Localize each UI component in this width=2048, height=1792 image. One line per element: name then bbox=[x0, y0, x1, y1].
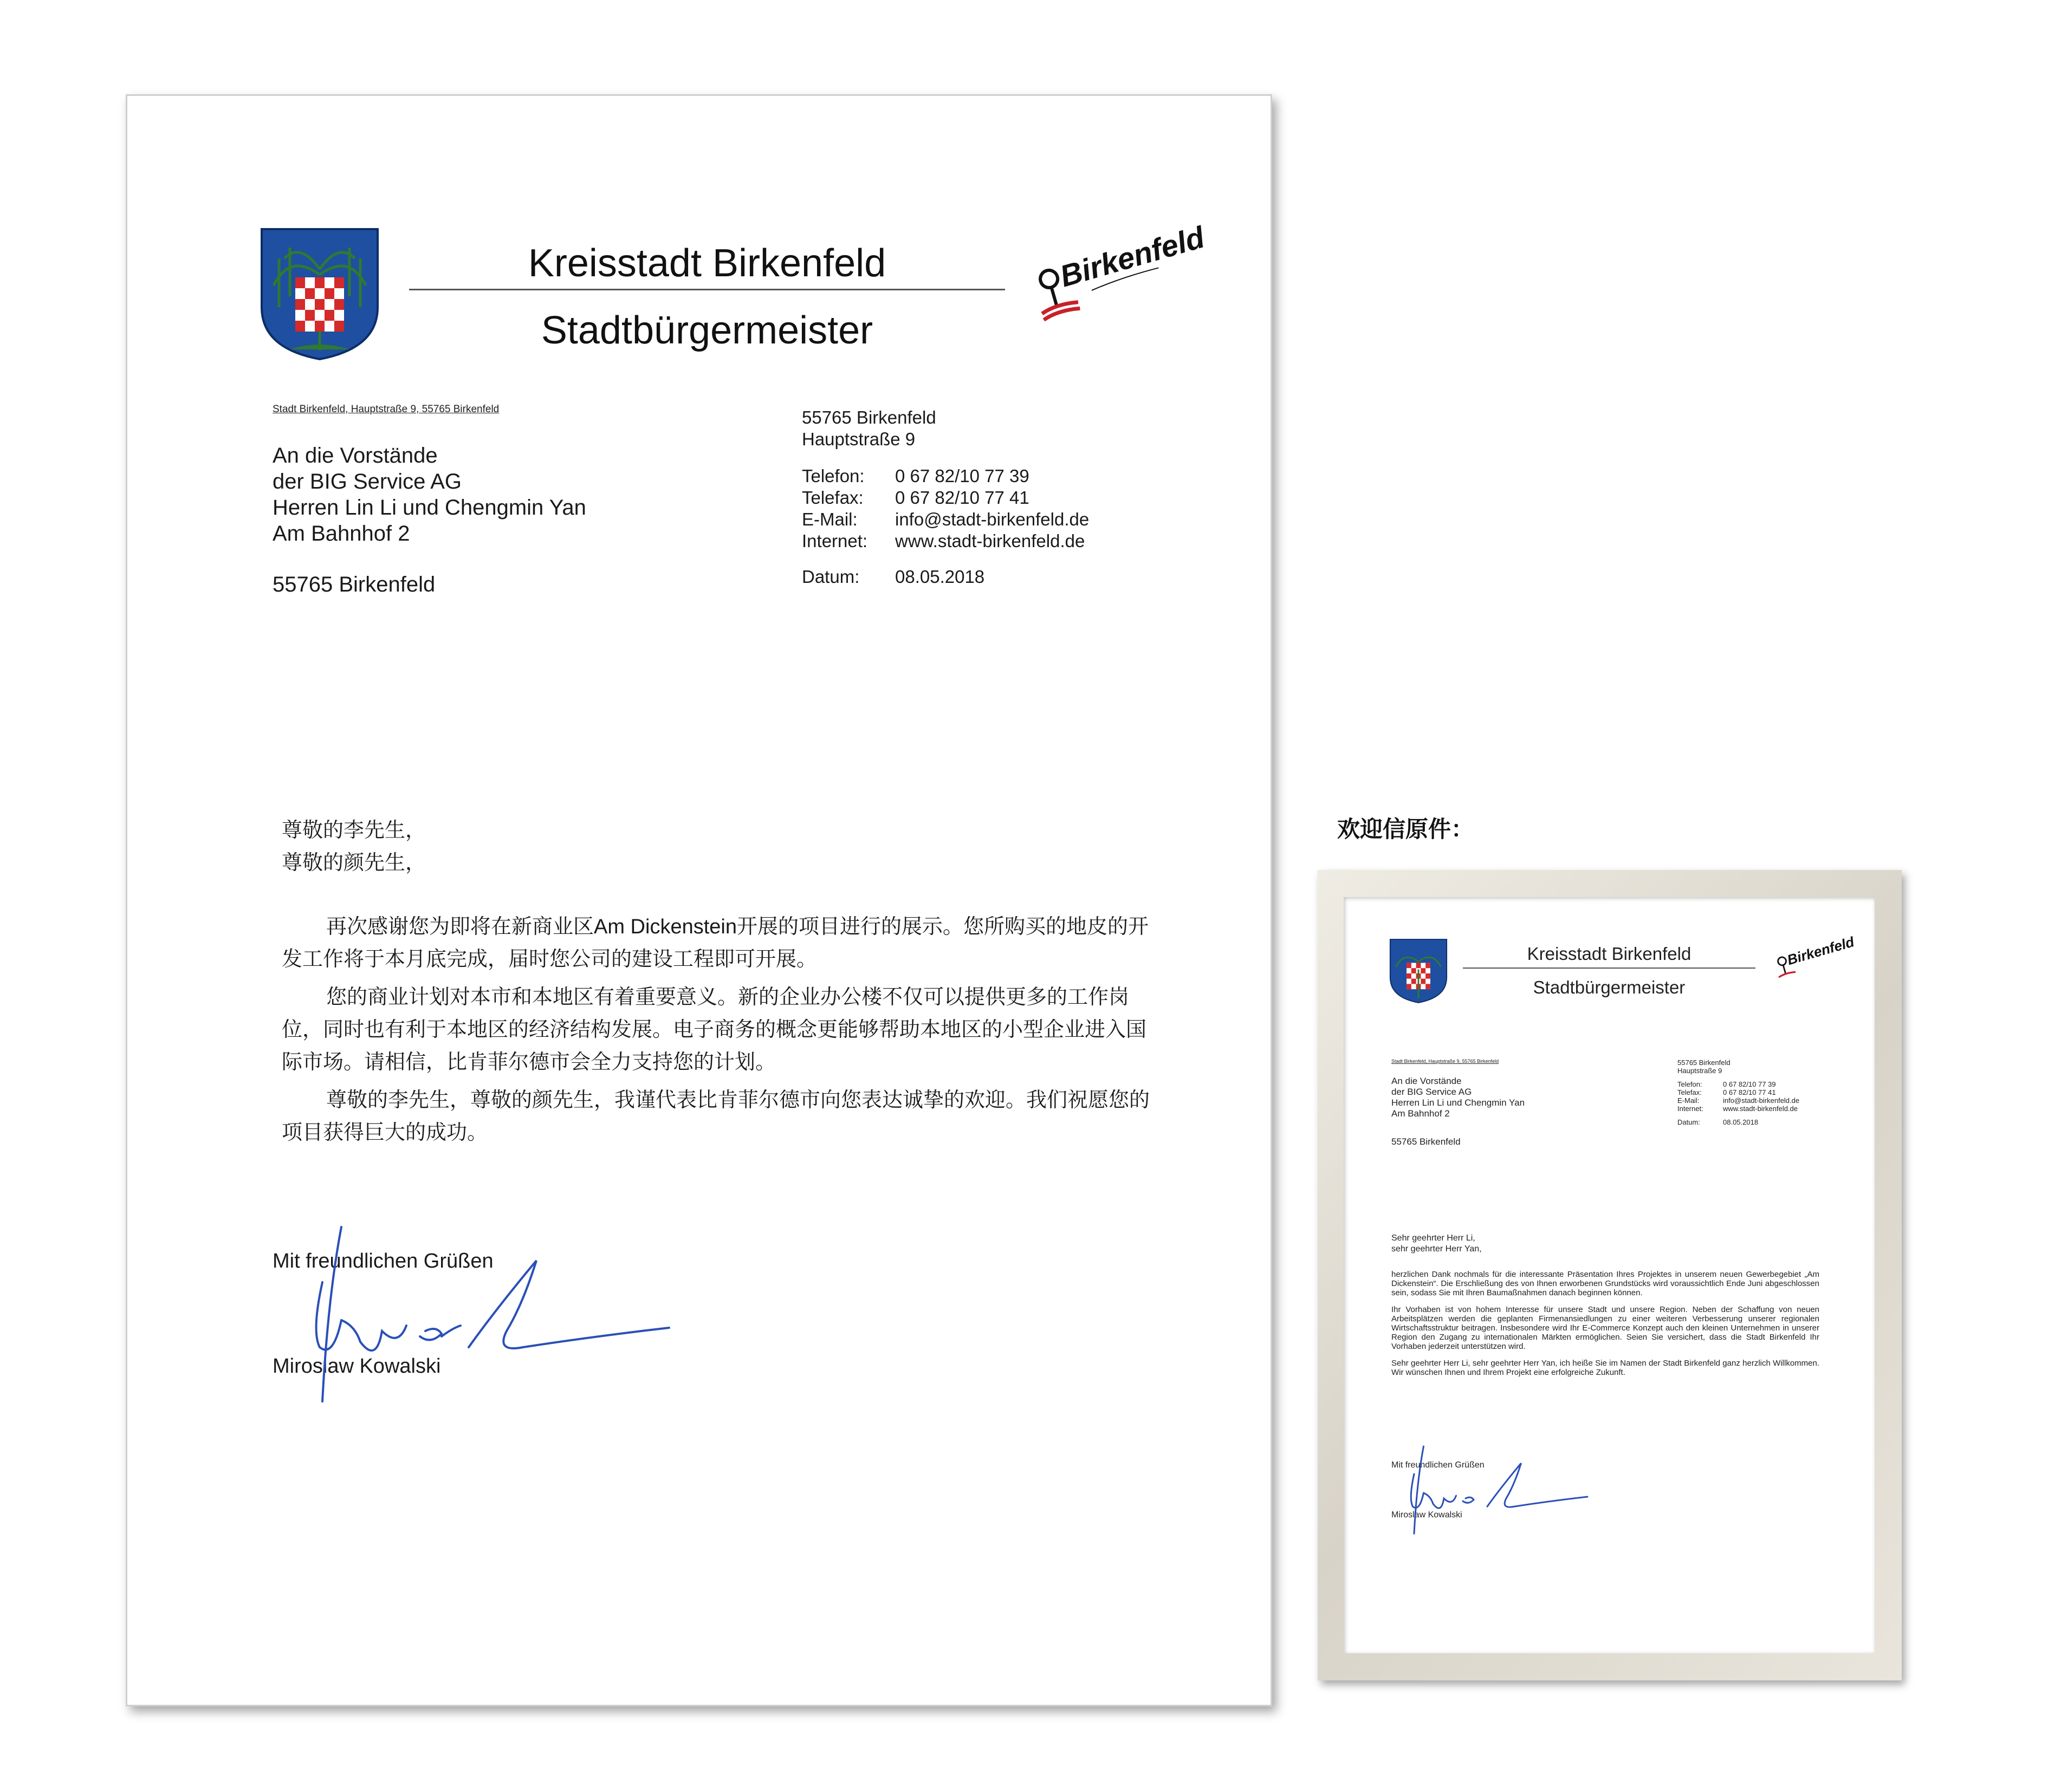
coat-of-arms-icon bbox=[257, 226, 382, 361]
contact-value: 0 67 82/10 77 41 bbox=[895, 488, 1029, 508]
svg-text:Birkenfeld: Birkenfeld bbox=[1056, 219, 1208, 294]
letter-body bbox=[282, 911, 1154, 1154]
sender-line: Stadt Birkenfeld, Hauptstraße 9, 55765 Birkenfeld bbox=[1391, 1059, 1499, 1064]
sender-info-block bbox=[802, 407, 1089, 588]
greeting-line: sehr geehrter Herr Yan, bbox=[1391, 1244, 1482, 1254]
recipient-city: 55765 Birkenfeld bbox=[273, 573, 436, 596]
greeting-line: Sehr geehrter Herr Li, bbox=[1391, 1233, 1475, 1243]
contact-row-phone bbox=[802, 465, 1089, 487]
contact-label: E-Mail: bbox=[802, 509, 858, 529]
date-label: Datum: bbox=[1677, 1118, 1700, 1126]
date-label: Datum: bbox=[802, 567, 860, 587]
recipient-line: Am Bahnhof 2 bbox=[273, 522, 410, 546]
contact-value: info@stadt-birkenfeld.de bbox=[1723, 1096, 1800, 1105]
contact-label: Internet: bbox=[802, 531, 868, 551]
signature-icon bbox=[1398, 1444, 1593, 1553]
sender-info-block bbox=[1677, 1059, 1799, 1126]
coat-of-arms-icon bbox=[1388, 937, 1449, 1004]
contact-label: E-Mail: bbox=[1677, 1096, 1700, 1105]
contact-value: www.stadt-birkenfeld.de bbox=[895, 531, 1085, 551]
closing: Mit freundlichen Grüßen bbox=[273, 1250, 494, 1272]
contact-row-internet bbox=[1677, 1105, 1799, 1113]
recipient-address bbox=[273, 443, 586, 547]
contact-row-fax bbox=[1677, 1088, 1799, 1096]
translated-letter bbox=[126, 94, 1272, 1706]
contact-row-fax bbox=[802, 487, 1089, 509]
recipient-address bbox=[1391, 1076, 1525, 1119]
contact-label: Internet: bbox=[1677, 1105, 1703, 1113]
letter-body bbox=[1391, 1270, 1819, 1385]
recipient-line: Herren Lin Li und Chengmin Yan bbox=[273, 496, 586, 520]
recipient-line: Am Bahnhof 2 bbox=[1391, 1108, 1450, 1119]
date-row bbox=[802, 566, 1089, 588]
birkenfeld-logo bbox=[1772, 933, 1856, 978]
date-value: 08.05.2018 bbox=[895, 567, 985, 587]
recipient-line: der BIG Service AG bbox=[273, 470, 462, 494]
birkenfeld-logo bbox=[1027, 219, 1208, 313]
contact-row-email bbox=[802, 509, 1089, 530]
header-divider bbox=[1463, 968, 1755, 969]
contact-row-internet bbox=[802, 530, 1089, 552]
body-paragraph: 再次感谢您为即将在新商业区Am Dickenstein开展的项目进行的展示。您所购买的地皮的开发工作将于本月底完成，届时您公司的建设工程即可开展。 bbox=[282, 916, 1149, 971]
recipient-line: der BIG Service AG bbox=[1391, 1087, 1472, 1097]
contact-value: 0 67 82/10 77 39 bbox=[1723, 1080, 1776, 1088]
contact-value: 0 67 82/10 77 41 bbox=[1723, 1088, 1776, 1096]
recipient-line: An die Vorstände bbox=[1391, 1076, 1462, 1086]
body-paragraph: herzlichen Dank nochmals für die interessante Präsentation Ihres Projektes in unserem neuen Gewerbegebiet „Am Dickenstein“. Die Erschließung des von Ihnen erworbenen Grundstücks wird voraussichtlich Ende Juni abgeschlossen sein, sodass Sie mit Ihren Baumaßnahmen danach beginnen können. bbox=[1391, 1270, 1819, 1297]
date-value: 08.05.2018 bbox=[1723, 1118, 1759, 1126]
header-divider bbox=[409, 289, 1005, 290]
info-street: Hauptstraße 9 bbox=[802, 429, 916, 449]
date-row bbox=[1677, 1118, 1799, 1126]
closing: Mit freundlichen Grüßen bbox=[1391, 1460, 1485, 1470]
body-paragraph: 您的商业计划对本市和本地区有着重要意义。新的企业办公楼不仅可以提供更多的工作岗位，同时也有利于本地区的经济结构发展。电子商务的概念更能够帮助本地区的小型企业进入国际市场。请相信，比肯菲尔德市会全力支持您的计划。 bbox=[282, 986, 1147, 1074]
contact-label: Telefon: bbox=[1677, 1080, 1702, 1088]
contact-value: 0 67 82/10 77 39 bbox=[895, 466, 1029, 486]
contact-label: Telefon: bbox=[802, 466, 865, 486]
original-letter bbox=[1344, 897, 1875, 1653]
original-letter-frame bbox=[1318, 870, 1902, 1680]
info-street: Hauptstraße 9 bbox=[1677, 1067, 1722, 1075]
signature-icon bbox=[290, 1223, 680, 1439]
contact-row-phone bbox=[1677, 1080, 1799, 1088]
greeting bbox=[282, 814, 426, 879]
signer-name: Miroslaw Kowalski bbox=[1391, 1510, 1462, 1520]
signer-name: Miroslaw Kowalski bbox=[273, 1355, 441, 1378]
header-subtitle: Stadtbürgermeister bbox=[1533, 977, 1686, 997]
greeting bbox=[1391, 1233, 1482, 1255]
recipient-line: An die Vorstände bbox=[273, 444, 438, 468]
contact-label: Telefax: bbox=[802, 488, 864, 508]
header-title: Kreisstadt Birkenfeld bbox=[1527, 944, 1691, 964]
info-city: 55765 Birkenfeld bbox=[802, 407, 936, 427]
sender-line: Stadt Birkenfeld, Hauptstraße 9, 55765 Birkenfeld bbox=[273, 404, 500, 415]
original-caption: 欢迎信原件： bbox=[1337, 816, 1474, 842]
contact-value: info@stadt-birkenfeld.de bbox=[895, 509, 1090, 529]
contact-label: Telefax: bbox=[1677, 1088, 1702, 1096]
body-paragraph: 尊敬的李先生，尊敬的颜先生，我谨代表比肯菲尔德市向您表达诚挚的欢迎。我们祝愿您的项目获得巨大的成功。 bbox=[282, 1089, 1150, 1144]
greeting-line: 尊敬的颜先生， bbox=[282, 852, 426, 874]
greeting-line: 尊敬的李先生， bbox=[282, 819, 426, 842]
contact-value: www.stadt-birkenfeld.de bbox=[1723, 1105, 1798, 1113]
contact-row-email bbox=[1677, 1096, 1799, 1105]
body-paragraph: Ihr Vorhaben ist von hohem Interesse für unsere Stadt und unsere Region. Neben der Schaffung von neuen Arbeitsplätzen werden die geplanten Firmenansiedlungen zu einer weiteren Verbesserung unserer regionalen Wirtschaftsstruktur beitragen. Insbesondere wird Ihr E-Commerce Konzept auch den kleinen Unternehmen in unserer Region den Zugang zu internationalen Märkten ermöglichen. Seien Sie versichert, dass die Stadt Birkenfeld Ihr Vorhaben jederzeit unterstützen wird. bbox=[1391, 1305, 1819, 1351]
header-subtitle: Stadtbürgermeister bbox=[541, 309, 873, 352]
header-title: Kreisstadt Birkenfeld bbox=[528, 242, 886, 285]
recipient-city: 55765 Birkenfeld bbox=[1391, 1137, 1461, 1147]
recipient-line: Herren Lin Li und Chengmin Yan bbox=[1391, 1098, 1525, 1108]
svg-text:Birkenfeld: Birkenfeld bbox=[1785, 933, 1856, 969]
info-city: 55765 Birkenfeld bbox=[1677, 1059, 1731, 1067]
body-paragraph: Sehr geehrter Herr Li, sehr geehrter Herr Yan, ich heiße Sie im Namen der Stadt Birkenfeld ganz herzlich Willkommen. Wir wünschen Ihnen und Ihrem Projekt eine erfolgreiche Zukunft. bbox=[1391, 1359, 1819, 1377]
